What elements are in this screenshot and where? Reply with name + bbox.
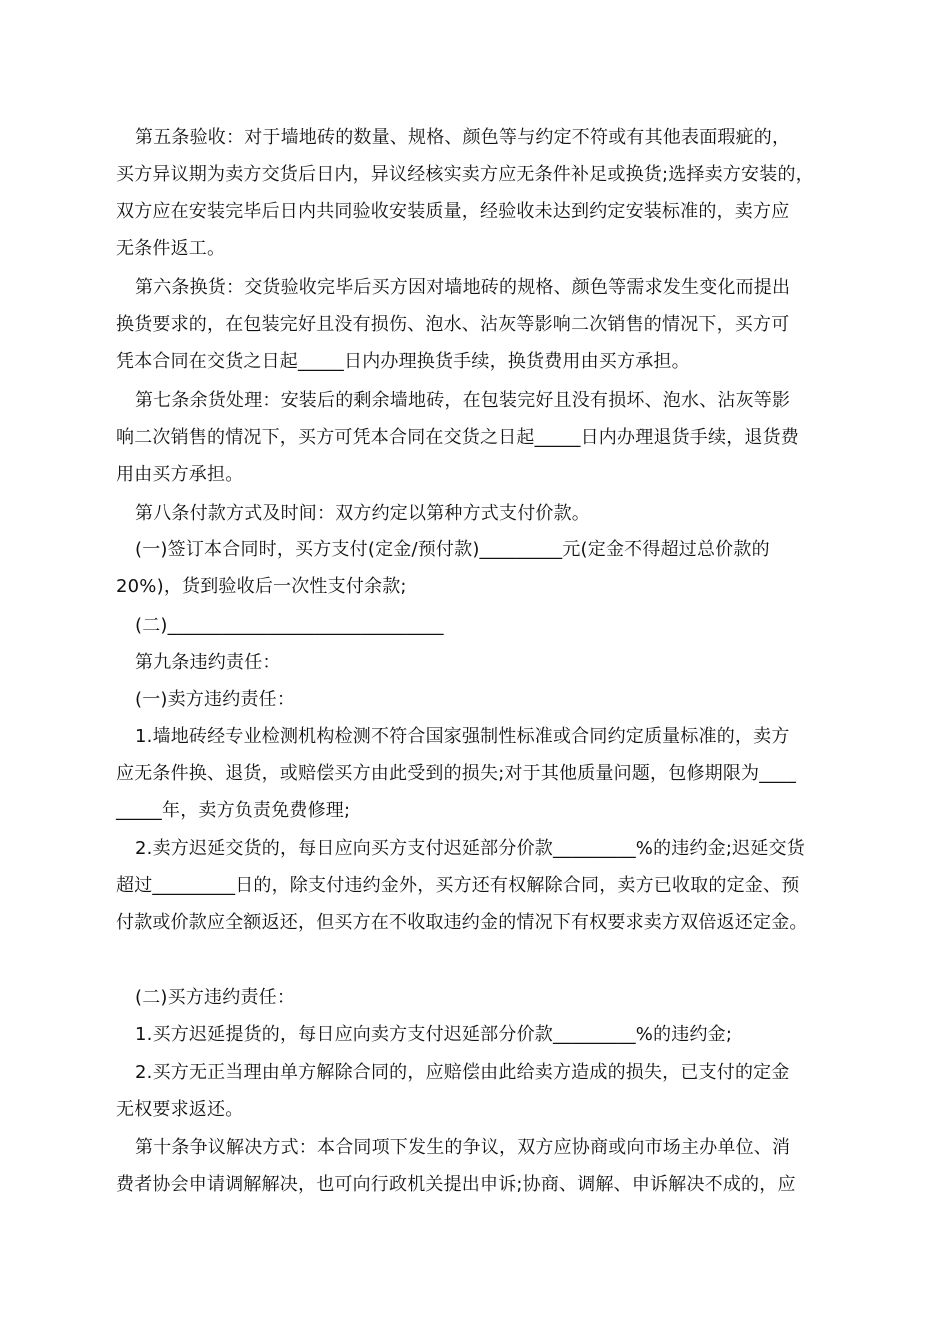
text-line: 用由买方承担。 [116,464,244,485]
text-line: 20%)，货到验收后一次性支付余款; [116,576,407,597]
text-line: (二)______________________________ [135,615,444,636]
text-line: 2.卖方迟延交货的，每日应向买方支付迟延部分价款_________%的违约金;迟延交货 [135,838,805,859]
text-line: 第十条争议解决方式：本合同项下发生的争议，双方应协商或向市场主办单位、消 [135,1137,791,1158]
text-line: 双方应在安装完毕后日内共同验收安装质量，经验收未达到约定安装标准的，卖方应 [116,201,790,222]
text-line: 第五条验收：对于墙地砖的数量、规格、颜色等与约定不符或有其他表面瑕疵的， [135,127,791,148]
text-line: 1.墙地砖经专业检测机构检测不符合国家强制性标准或合同约定质量标准的，卖方 [135,726,790,747]
text-line: 超过_________日的，除支付违约金外，买方还有权解除合同，卖方已收取的定金、预 [116,875,800,896]
text-line: 换货要求的，在包装完好且没有损伤、泡水、沾灰等影响二次销售的情况下，买方可 [116,314,790,335]
text-line: 第八条付款方式及时间：双方约定以第种方式支付价款。 [135,503,590,524]
text-line: 1.买方迟延提货的，每日应向卖方支付迟延部分价款_________%的违约金; [135,1024,733,1045]
text-line: 费者协会申请调解解决，也可向行政机关提出申诉;协商、调解、申诉解决不成的，应 [116,1174,796,1195]
text-line: 第七条余货处理：安装后的剩余墙地砖，在包装完好且没有损坏、泡水、沾灰等影 [135,390,791,411]
text-line: 第九条违约责任： [135,652,281,673]
text-line: 无条件返工。 [116,238,226,259]
text-line: _____年，卖方负责免费修理; [116,800,351,821]
text-line: 凭本合同在交货之日起_____日内办理换货手续，换货费用由买方承担。 [116,351,690,372]
text-line: 响二次销售的情况下，买方可凭本合同在交货之日起_____日内办理退货手续，退货费 [116,427,799,448]
text-line: 应无条件换、退货，或赔偿买方由此受到的损失;对于其他质量问题，包修期限为____ [116,763,797,784]
text-line: (一)签订本合同时，买方支付(定金/预付款)_________元(定金不得超过总价款的 [135,539,770,560]
text-line: 付款或价款应全额返还，但买方在不收取违约金的情况下有权要求卖方双倍返还定金。 [116,912,808,933]
text-line: 2.买方无正当理由单方解除合同的，应赔偿由此给卖方造成的损失，已支付的定金 [135,1062,790,1083]
text-line: 第六条换货：交货验收完毕后买方因对墙地砖的规格、颜色等需求发生变化而提出 [135,277,791,298]
text-line: 无权要求返还。 [116,1099,244,1120]
text-line: (二)买方违约责任： [135,987,296,1008]
text-line: (一)卖方违约责任： [135,689,296,710]
text-line: 买方异议期为卖方交货后日内，异议经核实卖方应无条件补足或换货;选择卖方安装的， [116,164,814,185]
